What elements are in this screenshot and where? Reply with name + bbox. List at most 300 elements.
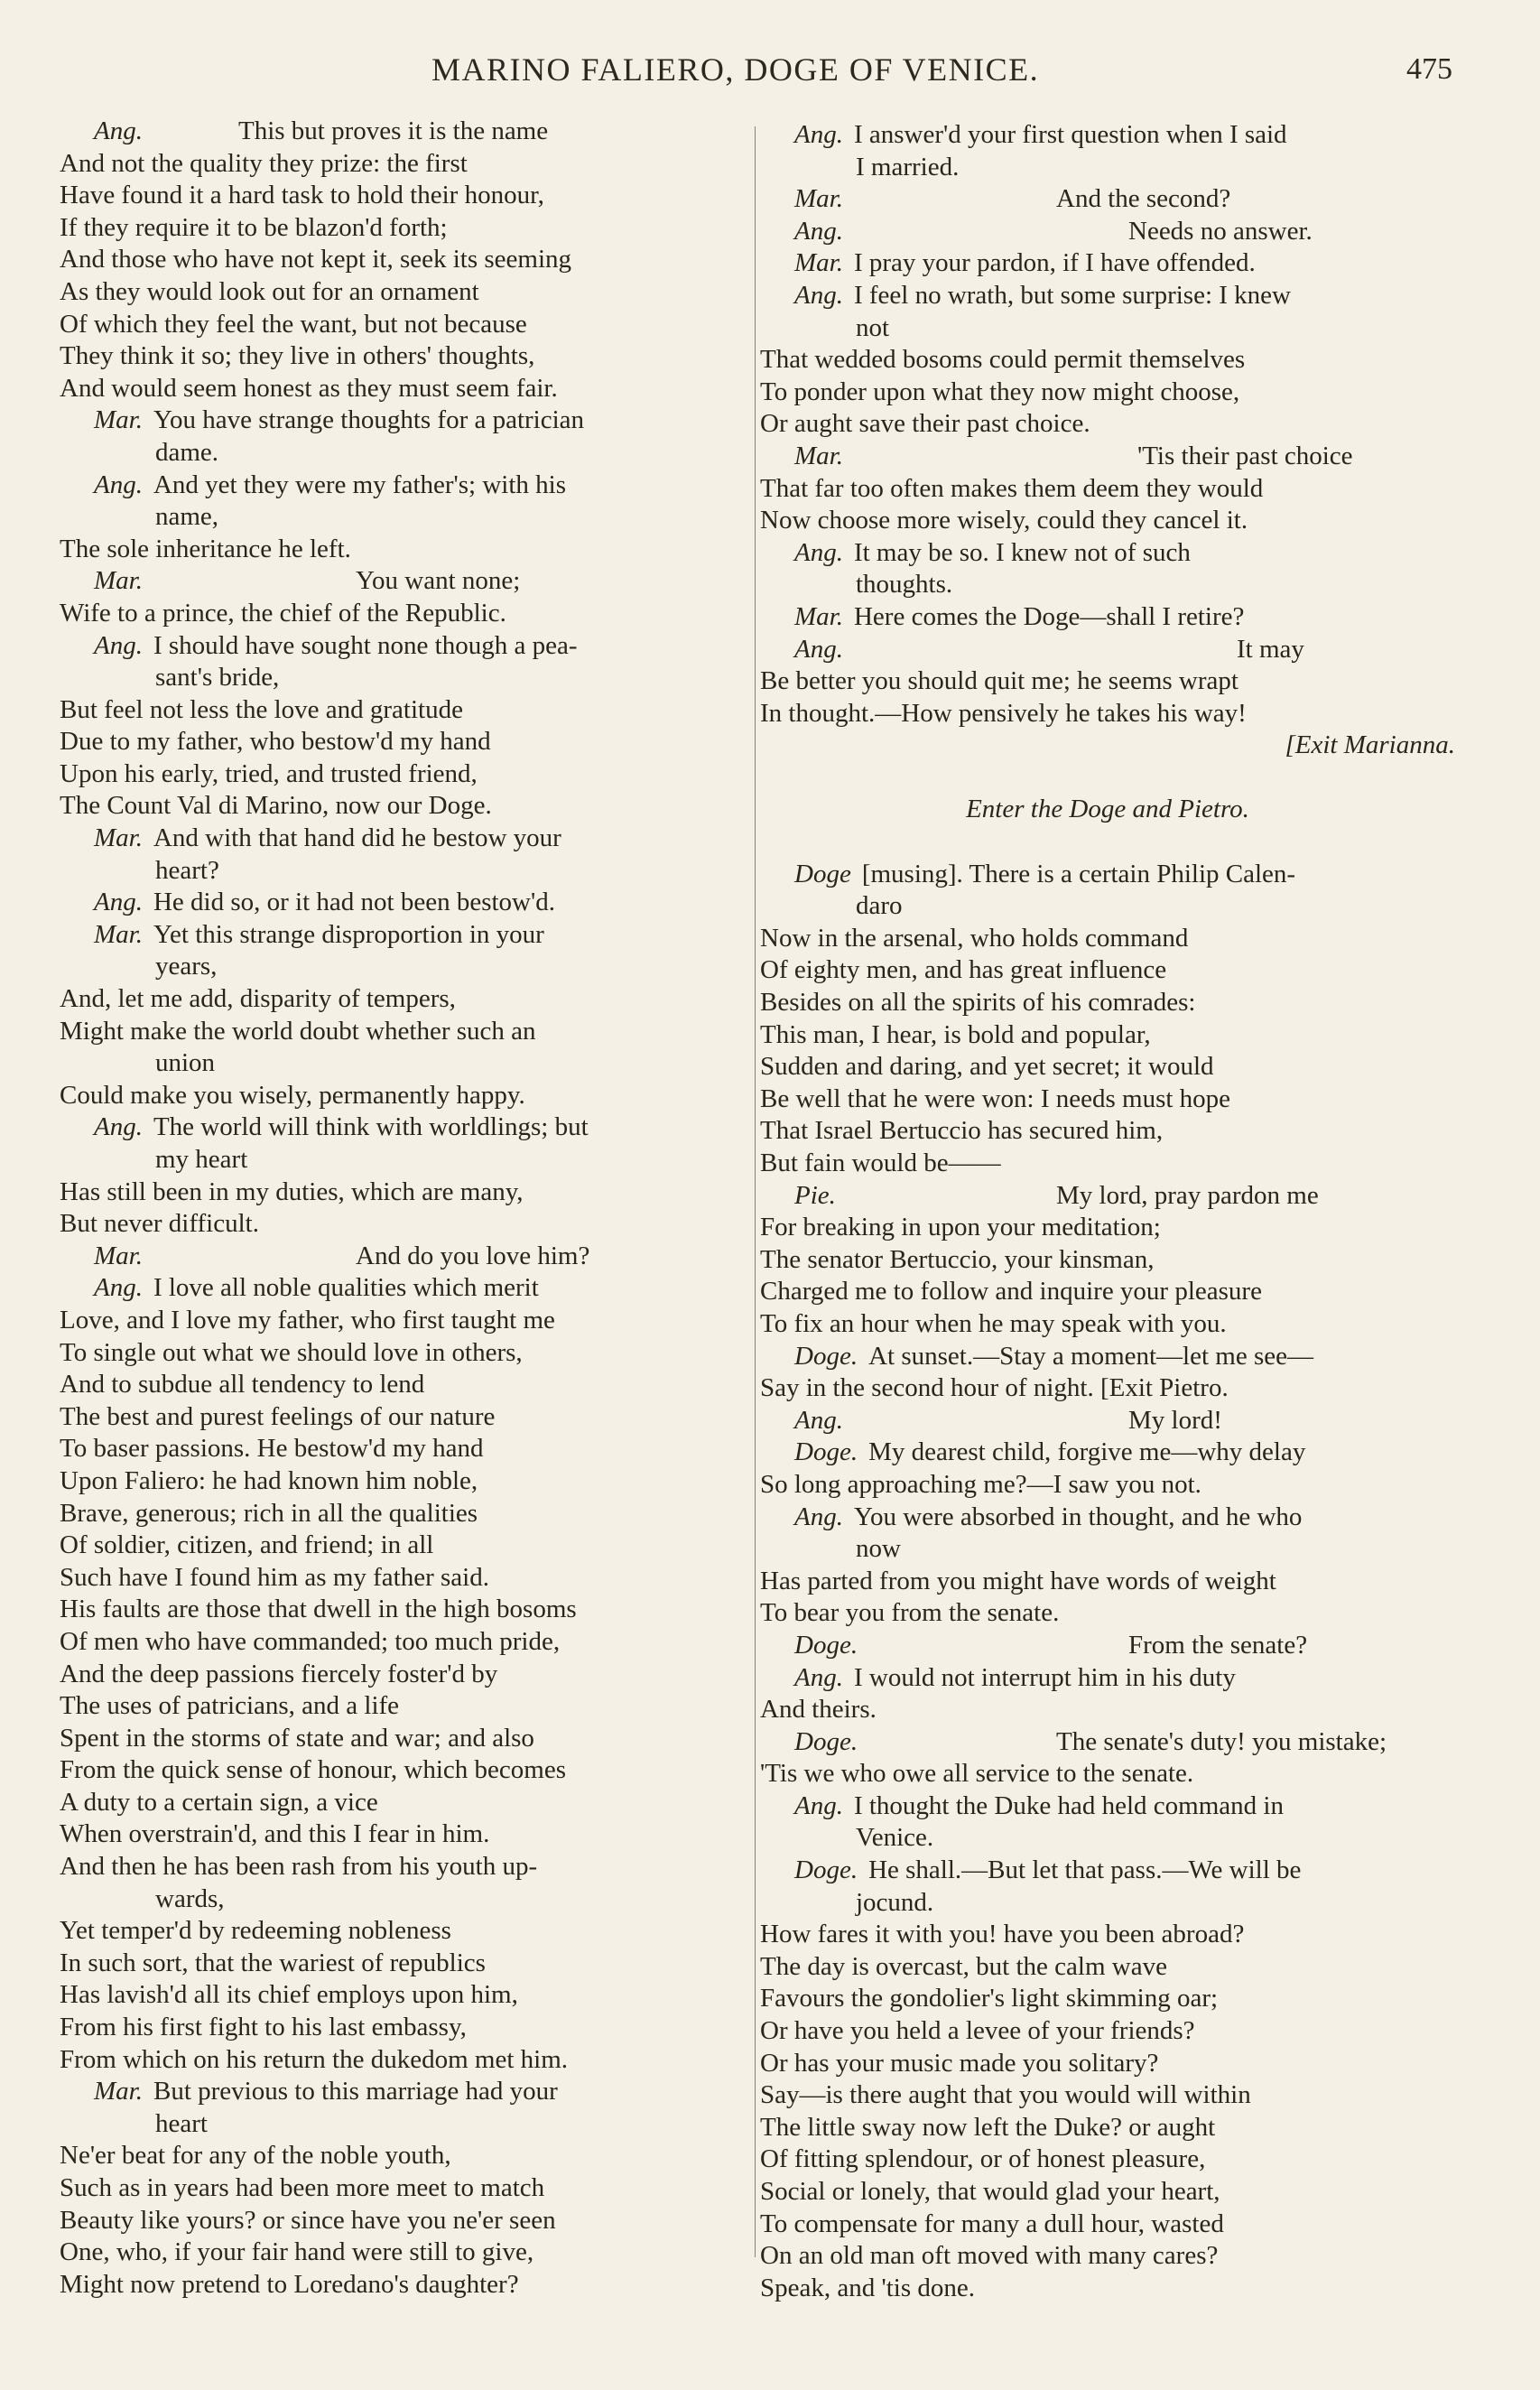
line-text: So long approaching me?—I saw you not. [760, 1469, 1201, 1499]
verse-line [60, 758, 746, 791]
verse-line [760, 1083, 1455, 1116]
continuation-text: thoughts. [856, 570, 953, 600]
verse-line [60, 1723, 746, 1755]
speech-text: And yet they were my father's; with his [153, 470, 567, 499]
verse-line [60, 1883, 841, 1916]
line-text: Now in the arsenal, who holds command [760, 923, 1189, 953]
line-text: The little sway now left the Duke? or aught [760, 2112, 1216, 2142]
speech-text: I would not interrupt him in his duty [853, 1662, 1236, 1692]
speech-text: My dearest child, forgive me—why delay [868, 1437, 1306, 1467]
continuation-text: union [155, 1048, 216, 1078]
verse-line [760, 441, 1489, 473]
line-text: Or aught save their past choice. [760, 409, 1090, 439]
verse-line [760, 377, 1455, 409]
speech-text: But previous to this marriage had your [153, 2077, 558, 2106]
verse-line [60, 951, 841, 983]
page-header [0, 47, 1540, 92]
verse-line [60, 1080, 746, 1112]
line-text: To baser passions. He bestow'd my hand [60, 1434, 484, 1464]
speaker-name: Mar. [94, 2077, 143, 2106]
speech-text: He shall.—But let that pass.—We will be [868, 1855, 1302, 1885]
verse-line [760, 2048, 1455, 2080]
line-text: Be better you should quit me; he seems wrapt [760, 666, 1238, 696]
speech-text: It may be so. I knew not of such [853, 537, 1191, 567]
verse-line [760, 1694, 1455, 1726]
verse-line [760, 280, 1489, 312]
verse-line [760, 1341, 1489, 1373]
continuation-text: dame. [155, 437, 219, 467]
line-text: To bear you from the senate. [760, 1598, 1060, 1628]
verse-line [60, 726, 746, 758]
verse-line [60, 1144, 841, 1176]
line-text: Wife to a prince, the chief of the Republic. [60, 598, 506, 628]
verse-line [760, 1790, 1489, 1823]
line-text: Now choose more wisely, could they cancel it. [760, 506, 1248, 535]
speech-text: My lord! [1128, 1405, 1222, 1435]
verse-line [760, 859, 1489, 891]
verse-line [60, 2012, 746, 2044]
line-text: To single out what we should love in others, [60, 1337, 523, 1367]
speaker-name: Doge. [794, 1630, 858, 1660]
speech-text: He did so, or it had not been bestow'd. [153, 888, 555, 917]
verse-line [60, 212, 746, 245]
verse-line [60, 1948, 746, 1980]
speaker-name: Ang. [94, 1273, 143, 1303]
verse-line [60, 1241, 780, 1273]
speaker-name: Mar. [94, 919, 143, 949]
verse-line [60, 470, 780, 502]
continuation-text: wards, [155, 1883, 225, 1913]
continuation-text: name, [155, 502, 219, 532]
verse-line [60, 148, 746, 181]
speaker-name: Ang. [794, 634, 843, 664]
line-text: The sole inheritance he left. [60, 534, 351, 563]
line-text: Of fitting splendour, or of honest pleasure, [760, 2144, 1206, 2174]
verse-line [60, 2076, 780, 2108]
line-text: And the deep passions fiercely foster'd by [60, 1659, 498, 1688]
verse-line [60, 405, 780, 437]
line-text: The day is overcast, but the calm wave [760, 1951, 1167, 1981]
verse-line [60, 244, 746, 276]
line-text: Could make you wisely, permanently happy. [60, 1080, 525, 1110]
line-text: The senator Bertuccio, your kinsman, [760, 1244, 1155, 1274]
running-title: MARINO FALIERO, DOGE OF VENICE. [431, 51, 1040, 88]
line-text: Of soldier, citizen, and friend; in all [60, 1530, 434, 1560]
verse-line [60, 1787, 746, 1819]
line-text: To compensate for many a dull hour, wasted [760, 2209, 1224, 2238]
verse-line [760, 216, 1489, 248]
verse-line [760, 2112, 1455, 2144]
verse-line [60, 1208, 746, 1241]
continuation-text: I married. [856, 152, 960, 181]
speech-text: I thought the Duke had held command in [853, 1790, 1284, 1820]
verse-line [760, 505, 1455, 537]
continuation-text: years, [155, 952, 218, 981]
verse-line [760, 698, 1455, 730]
verse-line [60, 1851, 746, 1883]
verse-line [60, 2237, 746, 2269]
speaker-name: Mar. [794, 184, 843, 214]
page-number: 475 [1406, 52, 1452, 86]
line-text: This man, I hear, is bold and popular, [760, 1019, 1151, 1049]
line-text: In thought.—How pensively he takes his way! [760, 698, 1247, 728]
speaker-name: Doge [794, 859, 851, 888]
continuation-text: now [856, 1534, 901, 1564]
verse-line [760, 1148, 1455, 1180]
speech-text: My lord, pray pardon me [1056, 1180, 1319, 1210]
verse-line [60, 823, 780, 855]
verse-line [760, 1502, 1489, 1534]
continuation-text: jocund. [856, 1887, 934, 1917]
speech-text: I feel no wrath, but some surprise: I knew [853, 280, 1291, 310]
speech-text: It may [1237, 634, 1304, 664]
line-text: From the quick sense of honour, which becomes [60, 1755, 566, 1785]
verse-line [60, 565, 780, 598]
line-text: Beauty like yours? or since have you ne'er seen [60, 2205, 556, 2235]
verse-line [760, 923, 1455, 955]
verse-line [60, 1498, 746, 1530]
verse-line [60, 1337, 746, 1370]
continuation-text: daro [856, 891, 903, 921]
verse-line [60, 1915, 746, 1948]
line-text: Have found it a hard task to hold their honour, [60, 181, 544, 210]
speech-text: I answer'd your first question when I said [853, 120, 1287, 149]
speaker-name: Pie. [794, 1180, 836, 1210]
verse-line [760, 1566, 1455, 1598]
verse-line [760, 1308, 1455, 1341]
verse-line [760, 1051, 1455, 1083]
verse-line [760, 1951, 1455, 1984]
verse-line [60, 373, 746, 405]
verse-line [760, 665, 1455, 698]
speaker-name: Ang. [794, 216, 843, 246]
line-text: But never difficult. [60, 1209, 259, 1239]
verse-line [60, 1626, 746, 1659]
line-text: For breaking in upon your meditation; [760, 1213, 1161, 1242]
line-text: Of eighty men, and has great influence [760, 955, 1167, 985]
verse-line [60, 2172, 746, 2205]
speaker-name: Doge. [794, 1855, 858, 1885]
verse-line [760, 1019, 1455, 1052]
speaker-name: Doge. [794, 1437, 858, 1467]
line-text: Besides on all the spirits of his comrades: [760, 988, 1196, 1018]
speech-text: And the second? [1056, 184, 1231, 214]
verse-line [760, 634, 1489, 666]
line-text: Brave, generous; rich in all the qualities [60, 1498, 478, 1528]
verse-line [60, 1047, 841, 1080]
line-text: They think it so; they live in others' thoughts, [60, 341, 535, 371]
line-text: And would seem honest as they must seem fair. [60, 373, 558, 403]
verse-line [60, 1594, 746, 1626]
spacer [760, 762, 1455, 795]
speech-text: At sunset.—Stay a moment—let me see— [868, 1341, 1313, 1371]
speaker-name: Mar. [94, 1241, 143, 1270]
speech-text: You have strange thoughts for a patrician [153, 405, 585, 435]
line-text: Charged me to follow and inquire your pleasure [760, 1277, 1262, 1307]
line-text: And, let me add, disparity of tempers, [60, 984, 456, 1014]
verse-line [760, 408, 1455, 441]
speech-text: And do you love him? [356, 1241, 590, 1270]
line-text: But fain would be—— [760, 1149, 1001, 1177]
line-text: And not the quality they prize: the first [60, 148, 468, 178]
exit-text: [Exit Marianna. [1285, 730, 1455, 760]
verse-line [60, 694, 746, 727]
verse-line [60, 1530, 746, 1562]
line-text: Social or lonely, that would glad your heart, [760, 2177, 1220, 2206]
line-text: That far too often makes them deem they would [760, 473, 1264, 503]
speaker-name: Mar. [94, 405, 143, 435]
line-text: Due to my father, who bestow'd my hand [60, 727, 491, 757]
speech-text: The world will think with worldlings; but [153, 1112, 589, 1142]
verse-line [760, 1597, 1455, 1630]
verse-line [60, 2044, 746, 2077]
verse-line [760, 1115, 1455, 1148]
line-text: As they would look out for an ornament [60, 276, 479, 306]
verse-line [60, 855, 841, 888]
line-text: When overstrain'd, and this I fear in him. [60, 1819, 490, 1849]
spacer [760, 826, 1455, 859]
speech-text: I pray your pardon, if I have offended. [853, 248, 1256, 278]
continuation-text: Venice. [856, 1823, 934, 1853]
line-text: If they require it to be blazon'd forth; [60, 212, 448, 242]
line-text: Has still been in my duties, which are many, [60, 1176, 524, 1206]
verse-line [760, 1244, 1455, 1277]
line-text: And those who have not kept it, seek its seeming [60, 245, 572, 274]
verse-line [760, 2240, 1455, 2273]
continuation-text: heart? [155, 855, 219, 885]
verse-line [760, 1855, 1489, 1887]
stage-direction [760, 794, 1455, 826]
verse-line [60, 180, 746, 212]
line-text: And to subdue all tendency to lend [60, 1370, 425, 1400]
line-text: Speak, and 'tis done. [760, 2273, 975, 2302]
speech-text: I love all noble qualities which merit [153, 1273, 539, 1303]
verse-line [60, 1401, 746, 1434]
verse-line [760, 183, 1489, 216]
verse-line [60, 1433, 746, 1465]
right-column [760, 119, 1455, 2304]
line-text: How fares it with you! have you been abroad? [760, 1920, 1245, 1949]
verse-line [760, 2144, 1455, 2176]
continuation-text: not [856, 312, 890, 342]
line-text: Such as in years had been more meet to match [60, 2173, 545, 2202]
speaker-name: Ang. [794, 280, 843, 310]
verse-line [60, 1818, 746, 1851]
line-text: In such sort, that the wariest of republics [60, 1948, 486, 1977]
verse-line [760, 2273, 1455, 2305]
verse-line [760, 569, 1540, 601]
verse-line [760, 2079, 1455, 2112]
line-text: Be well that he were won: I needs must hope [760, 1083, 1231, 1113]
verse-line [760, 1212, 1455, 1244]
speaker-name: Ang. [94, 470, 143, 499]
verse-line [760, 1276, 1455, 1308]
verse-line [60, 116, 780, 148]
line-text: That Israel Bertuccio has secured him, [760, 1116, 1164, 1146]
verse-line [760, 2209, 1455, 2241]
verse-line [60, 1369, 746, 1401]
speaker-name: Ang. [94, 630, 143, 660]
verse-line [760, 1437, 1489, 1469]
speaker-name: Doge. [794, 1341, 858, 1371]
line-text: Upon his early, tried, and trusted friend, [60, 758, 478, 788]
speech-text: This but proves it is the name [238, 116, 549, 145]
verse-line [60, 2269, 746, 2302]
line-text: One, who, if your fair hand were still to give, [60, 2237, 534, 2267]
verse-line [760, 1180, 1489, 1213]
line-text: Favours the gondolier's light skimming oar; [760, 1984, 1219, 2013]
stage-direction-text: Enter the Doge and Pietro. [966, 795, 1249, 824]
speech-text: Here comes the Doge—shall I retire? [853, 601, 1245, 631]
verse-line [60, 2140, 746, 2172]
speech-text: 'Tis their past choice [1137, 441, 1353, 470]
verse-line [760, 119, 1489, 152]
verse-line [760, 1372, 1455, 1405]
line-text: And theirs. [760, 1695, 877, 1725]
verse-line [760, 1630, 1489, 1662]
line-text: Spent in the storms of state and war; and also [60, 1723, 534, 1753]
line-text: His faults are those that dwell in the high bosoms [60, 1595, 577, 1624]
speech-text: Yet this strange disproportion in your [153, 919, 544, 949]
line-text: Of men who have commanded; too much pride, [60, 1626, 561, 1656]
verse-line [60, 340, 746, 373]
line-text: Such have I found him as my father said. [60, 1562, 489, 1592]
line-text: From his first fight to his last embassy, [60, 2013, 467, 2042]
speech-text: [musing]. There is a certain Philip Calen- [861, 859, 1296, 888]
verse-line [60, 630, 780, 663]
verse-line [60, 1465, 746, 1498]
verse-line [760, 344, 1455, 377]
line-text: Or have you held a levee of your friends? [760, 2016, 1195, 2046]
verse-line [60, 919, 780, 952]
speaker-name: Ang. [794, 1502, 843, 1531]
verse-line [60, 1754, 746, 1787]
line-text: A duty to a certain sign, a vice [60, 1787, 378, 1817]
line-text: The best and purest feelings of our nature [60, 1401, 496, 1431]
verse-line [760, 152, 1540, 184]
speaker-name: Ang. [94, 888, 143, 917]
verse-line [60, 1690, 746, 1723]
continuation-text: sant's bride, [155, 663, 280, 693]
verse-line [60, 501, 841, 534]
speaker-name: Mar. [94, 566, 143, 596]
line-text: Of which they feel the want, but not because [60, 309, 527, 339]
continuation-text: heart [155, 2108, 208, 2138]
speaker-name: Mar. [794, 248, 843, 278]
speech-text: You were absorbed in thought, and he who [853, 1502, 1303, 1531]
verse-line [60, 983, 746, 1016]
line-text: Yet temper'd by redeeming nobleness [60, 1916, 451, 1946]
verse-line [760, 1405, 1489, 1437]
line-text: On an old man oft moved with many cares? [760, 2241, 1219, 2271]
line-text: That wedded bosoms could permit themselves [760, 345, 1246, 375]
verse-line [760, 537, 1489, 570]
verse-line [760, 954, 1455, 987]
stage-direction-exit [760, 730, 1462, 762]
verse-line [760, 473, 1455, 506]
speaker-name: Doge. [794, 1726, 858, 1756]
line-text: The uses of patricians, and a life [60, 1691, 400, 1721]
line-text: And then he has been rash from his youth up- [60, 1852, 538, 1882]
verse-line [760, 1822, 1540, 1855]
verse-line [760, 2176, 1455, 2209]
verse-line [60, 1562, 746, 1595]
line-text: To ponder upon what they now might choose, [760, 377, 1240, 406]
line-text: From which on his return the dukedom met him. [60, 2044, 569, 2074]
verse-line [760, 890, 1540, 923]
verse-line [760, 1726, 1489, 1759]
verse-line [760, 1533, 1540, 1566]
speaker-name: Mar. [94, 823, 143, 853]
line-text: Love, and I love my father, who first taught me [60, 1305, 555, 1334]
line-text: The Count Val di Marino, now our Doge. [60, 791, 492, 821]
line-text: Say—is there aught that you would will within [760, 2080, 1251, 2110]
verse-line [760, 987, 1455, 1019]
verse-line [60, 662, 841, 694]
verse-line [60, 2108, 841, 2141]
line-text: Might make the world doubt whether such an [60, 1016, 536, 1046]
line-text: But feel not less the love and gratitude [60, 694, 463, 724]
verse-line [760, 1758, 1455, 1790]
verse-line [60, 276, 746, 309]
speech-text: And with that hand did he bestow your [153, 823, 561, 853]
speech-text: You want none; [356, 566, 521, 596]
verse-line [760, 1919, 1455, 1951]
verse-line [60, 1659, 746, 1691]
verse-line [60, 309, 746, 341]
verse-line [60, 1176, 746, 1209]
speaker-name: Ang. [94, 1112, 143, 1142]
verse-line [760, 1887, 1540, 1920]
verse-line [60, 1979, 746, 2012]
verse-line [60, 887, 780, 919]
verse-line [60, 534, 746, 566]
verse-line [760, 312, 1540, 345]
verse-line [760, 1983, 1455, 2015]
verse-line [760, 601, 1489, 634]
line-text: Say in the second hour of night. [Exit Pietro. [760, 1373, 1229, 1403]
verse-line [760, 1662, 1489, 1695]
verse-line [60, 790, 746, 823]
speech-text: The senate's duty! you mistake; [1056, 1726, 1387, 1756]
line-text: Might now pretend to Loredano's daughter? [60, 2269, 519, 2299]
verse-line [760, 247, 1489, 280]
line-text: Has parted from you might have words of weight [760, 1566, 1276, 1595]
line-text: Ne'er beat for any of the noble youth, [60, 2141, 451, 2171]
line-text: Or has your music made you solitary? [760, 2048, 1159, 2078]
speech-text: Needs no answer. [1128, 216, 1313, 246]
verse-line [60, 1272, 780, 1305]
verse-line [60, 2205, 746, 2237]
speaker-name: Mar. [794, 441, 843, 470]
speech-text: From the senate? [1128, 1630, 1308, 1660]
verse-line [760, 1469, 1455, 1502]
speaker-name: Mar. [794, 601, 843, 631]
verse-line [60, 1111, 780, 1144]
speech-text: I should have sought none though a pea- [153, 630, 578, 660]
line-text: 'Tis we who owe all service to the senate. [760, 1759, 1194, 1789]
verse-line [60, 1305, 746, 1337]
verse-line [60, 437, 841, 470]
line-text: Has lavish'd all its chief employs upon him, [60, 1980, 518, 2010]
line-text: Sudden and daring, and yet secret; it would [760, 1052, 1214, 1082]
verse-line [760, 2015, 1455, 2048]
verse-line [60, 598, 746, 630]
verse-line [60, 1016, 746, 1048]
speaker-name: Ang. [794, 120, 843, 149]
speaker-name: Ang. [794, 1405, 843, 1435]
speaker-name: Ang. [794, 1662, 843, 1692]
